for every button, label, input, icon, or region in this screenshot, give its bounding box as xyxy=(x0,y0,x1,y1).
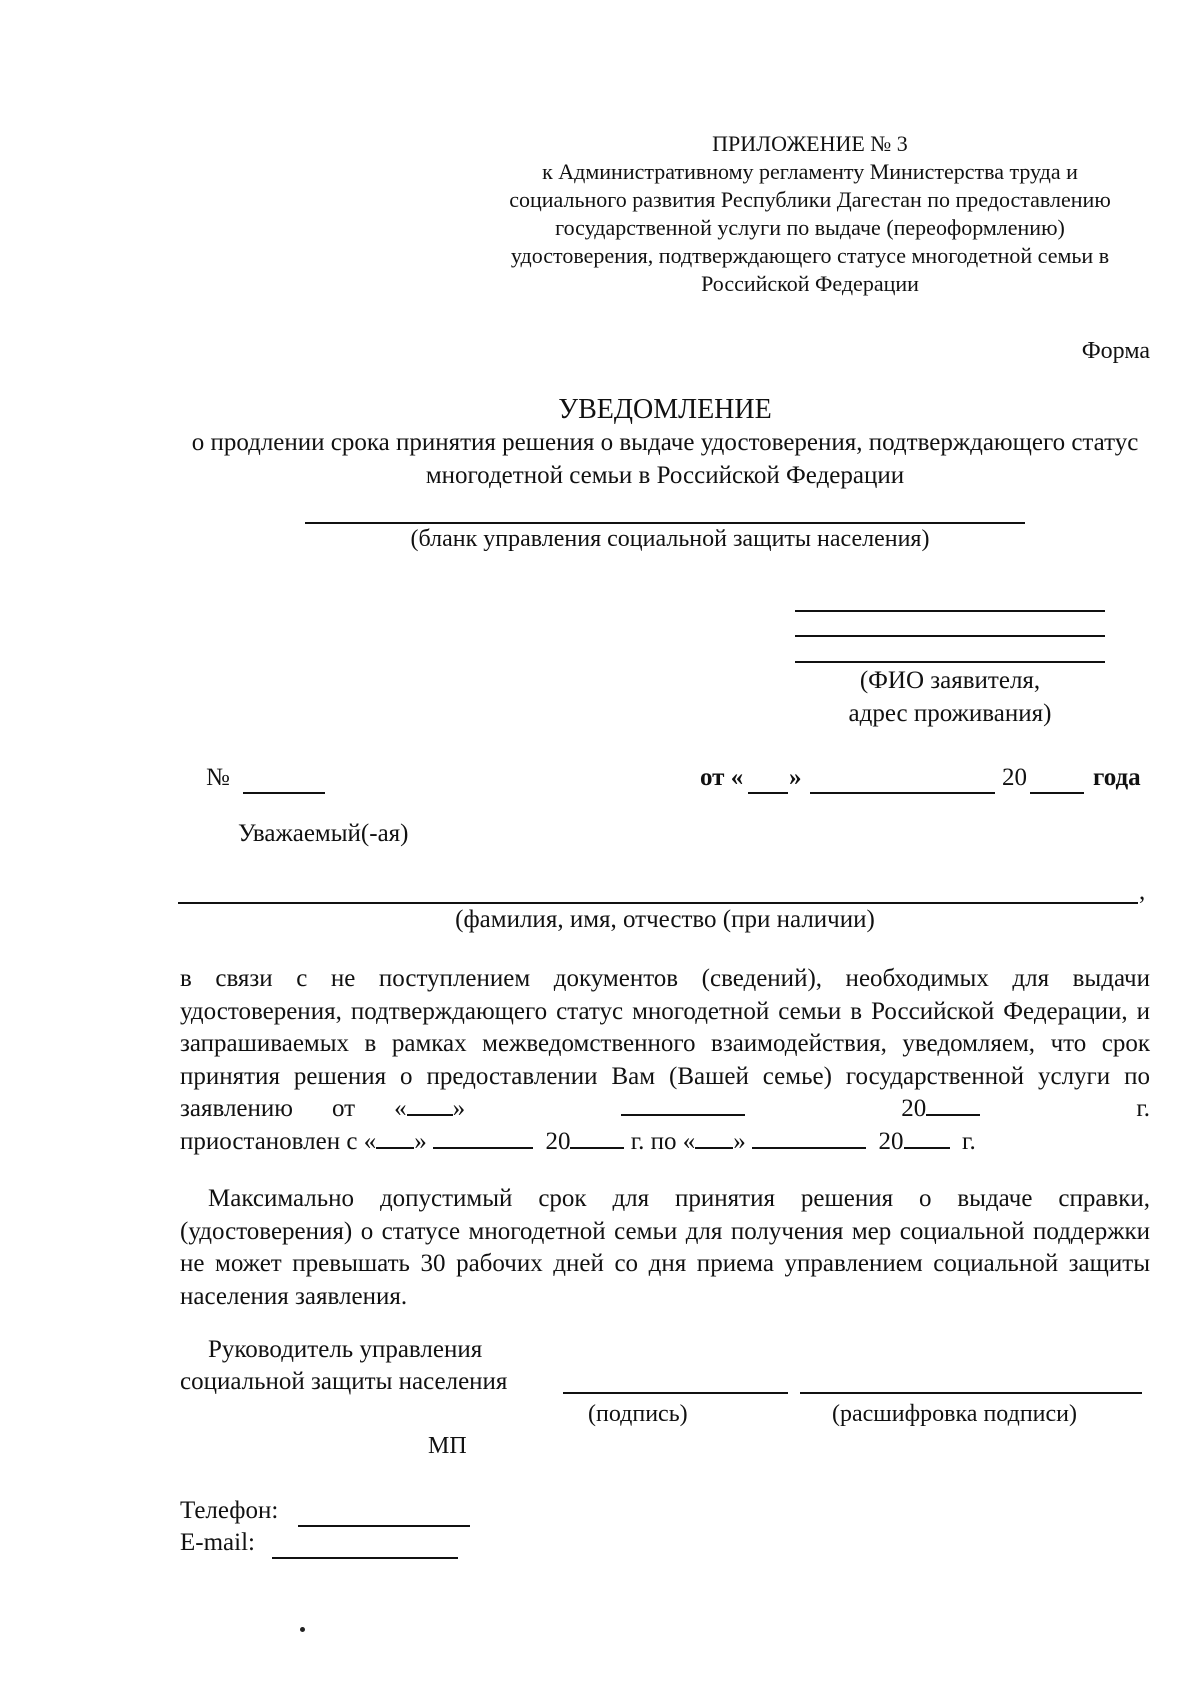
letterhead-caption: (бланк управления социальной защиты населения) xyxy=(410,526,930,552)
application-year-line xyxy=(926,1094,980,1116)
appendix-block xyxy=(470,130,1150,298)
paragraph-body: в связи с не поступлением документов (сведений), необходимых для выдачи удостоверения, подтверждающего статус многодетной семьи в Российской Федерации, и запрашиваемых в рамках межведомственного взаимодействия, уведомляем, что срок принятия решения о предоставлении Вам (Вашей семье) государственной услуги по заявлению от « xyxy=(180,965,1150,1122)
suspended-from-year-line xyxy=(570,1127,624,1149)
suspended-to-day-line xyxy=(695,1127,733,1149)
paragraph-year-prefix: 20 xyxy=(545,1127,571,1155)
date-year-prefix: 20 xyxy=(1002,764,1027,791)
recipient-comma: , xyxy=(1139,878,1146,905)
date-year-line xyxy=(1030,792,1084,794)
date-from-label: от « xyxy=(700,764,744,791)
application-month-line xyxy=(621,1094,745,1116)
date-day-line xyxy=(748,792,788,794)
head-title-line2: социальной защиты населения xyxy=(180,1368,508,1395)
appendix-line: к Административному регламенту Министерства труда и xyxy=(542,159,1078,184)
paragraph-year-prefix: 20 xyxy=(878,1127,904,1155)
document-title: УВЕДОМЛЕНИЕ xyxy=(558,394,772,425)
paragraph-quote: » xyxy=(733,1127,746,1155)
suspended-from-label: приостановлен с « xyxy=(180,1127,377,1155)
signature-decoding-line xyxy=(800,1392,1142,1394)
applicant-caption-line: (ФИО заявителя, xyxy=(859,667,1041,694)
paragraph-year-unit: г. xyxy=(962,1127,976,1155)
document-subtitle: о продлении срока принятия решения о выдаче удостоверения, подтверждающего статус многодетной семьи в Российской Федерации xyxy=(191,429,1139,489)
paragraph-year-prefix: 20 xyxy=(901,1095,927,1122)
applicant-caption xyxy=(790,664,1110,730)
phone-label: Телефон: xyxy=(180,1497,279,1524)
signature-line xyxy=(563,1392,788,1394)
date-year-suffix: года xyxy=(1093,764,1141,791)
applicant-line xyxy=(795,610,1105,612)
applicant-caption-line: адрес проживания) xyxy=(848,700,1052,727)
application-day-line xyxy=(407,1094,453,1116)
suspended-from-month-line xyxy=(433,1127,533,1149)
stamp-place: МП xyxy=(428,1433,467,1459)
appendix-line: ПРИЛОЖЕНИЕ № 3 xyxy=(712,131,908,156)
suspended-to-month-line xyxy=(752,1127,866,1149)
suspended-from-day-line xyxy=(376,1127,414,1149)
greeting: Уважаемый(-ая) xyxy=(238,820,409,847)
scan-speck xyxy=(300,1627,305,1632)
date-close-quote: » xyxy=(789,764,802,791)
head-title-line1: Руководитель управления xyxy=(208,1336,483,1363)
signature-decoding-caption: (расшифровка подписи) xyxy=(832,1401,1077,1427)
date-month-line xyxy=(810,792,995,794)
paragraph-quote: » xyxy=(414,1127,427,1155)
paragraph-text xyxy=(180,963,1150,1126)
term-paragraph-text: Максимально допустимый срок для принятия решения о выдаче справки, (удостоверения) о статусе многодетной семьи для получения мер социальной поддержки не может превышать 30 рабочих дней со дня приема управлением социальной защиты населения заявления. xyxy=(180,1185,1150,1310)
suspended-to-label: г. по « xyxy=(630,1127,696,1155)
recipient-name-line xyxy=(178,902,1138,904)
email-line xyxy=(272,1557,458,1559)
paragraph-year-unit: г. xyxy=(1136,1095,1151,1122)
term-paragraph xyxy=(180,1183,1150,1313)
paragraph-quote: » xyxy=(452,1095,466,1122)
applicant-line xyxy=(795,635,1105,637)
form-label: Форма xyxy=(1081,338,1150,364)
number-line xyxy=(243,792,325,794)
letterhead-line xyxy=(305,522,1025,524)
number-label: № xyxy=(206,764,230,791)
signature-caption: (подпись) xyxy=(588,1401,688,1427)
recipient-name-caption: (фамилия, имя, отчество (при наличии) xyxy=(455,906,875,933)
appendix-line: социального развития Республики Дагестан по предоставлению xyxy=(509,187,1111,212)
appendix-line: государственной услуги по выдаче (переоформлению) xyxy=(555,215,1065,240)
email-label: E-mail: xyxy=(180,1529,255,1556)
applicant-line xyxy=(795,661,1105,663)
phone-line xyxy=(298,1525,470,1527)
suspension-paragraph xyxy=(180,963,1150,1158)
suspended-to-year-line xyxy=(904,1127,950,1149)
appendix-line: Российской Федерации xyxy=(701,271,919,296)
paragraph-last-line xyxy=(180,1126,1150,1159)
appendix-line: удостоверения, подтверждающего статусе многодетной семьи в xyxy=(510,243,1110,268)
